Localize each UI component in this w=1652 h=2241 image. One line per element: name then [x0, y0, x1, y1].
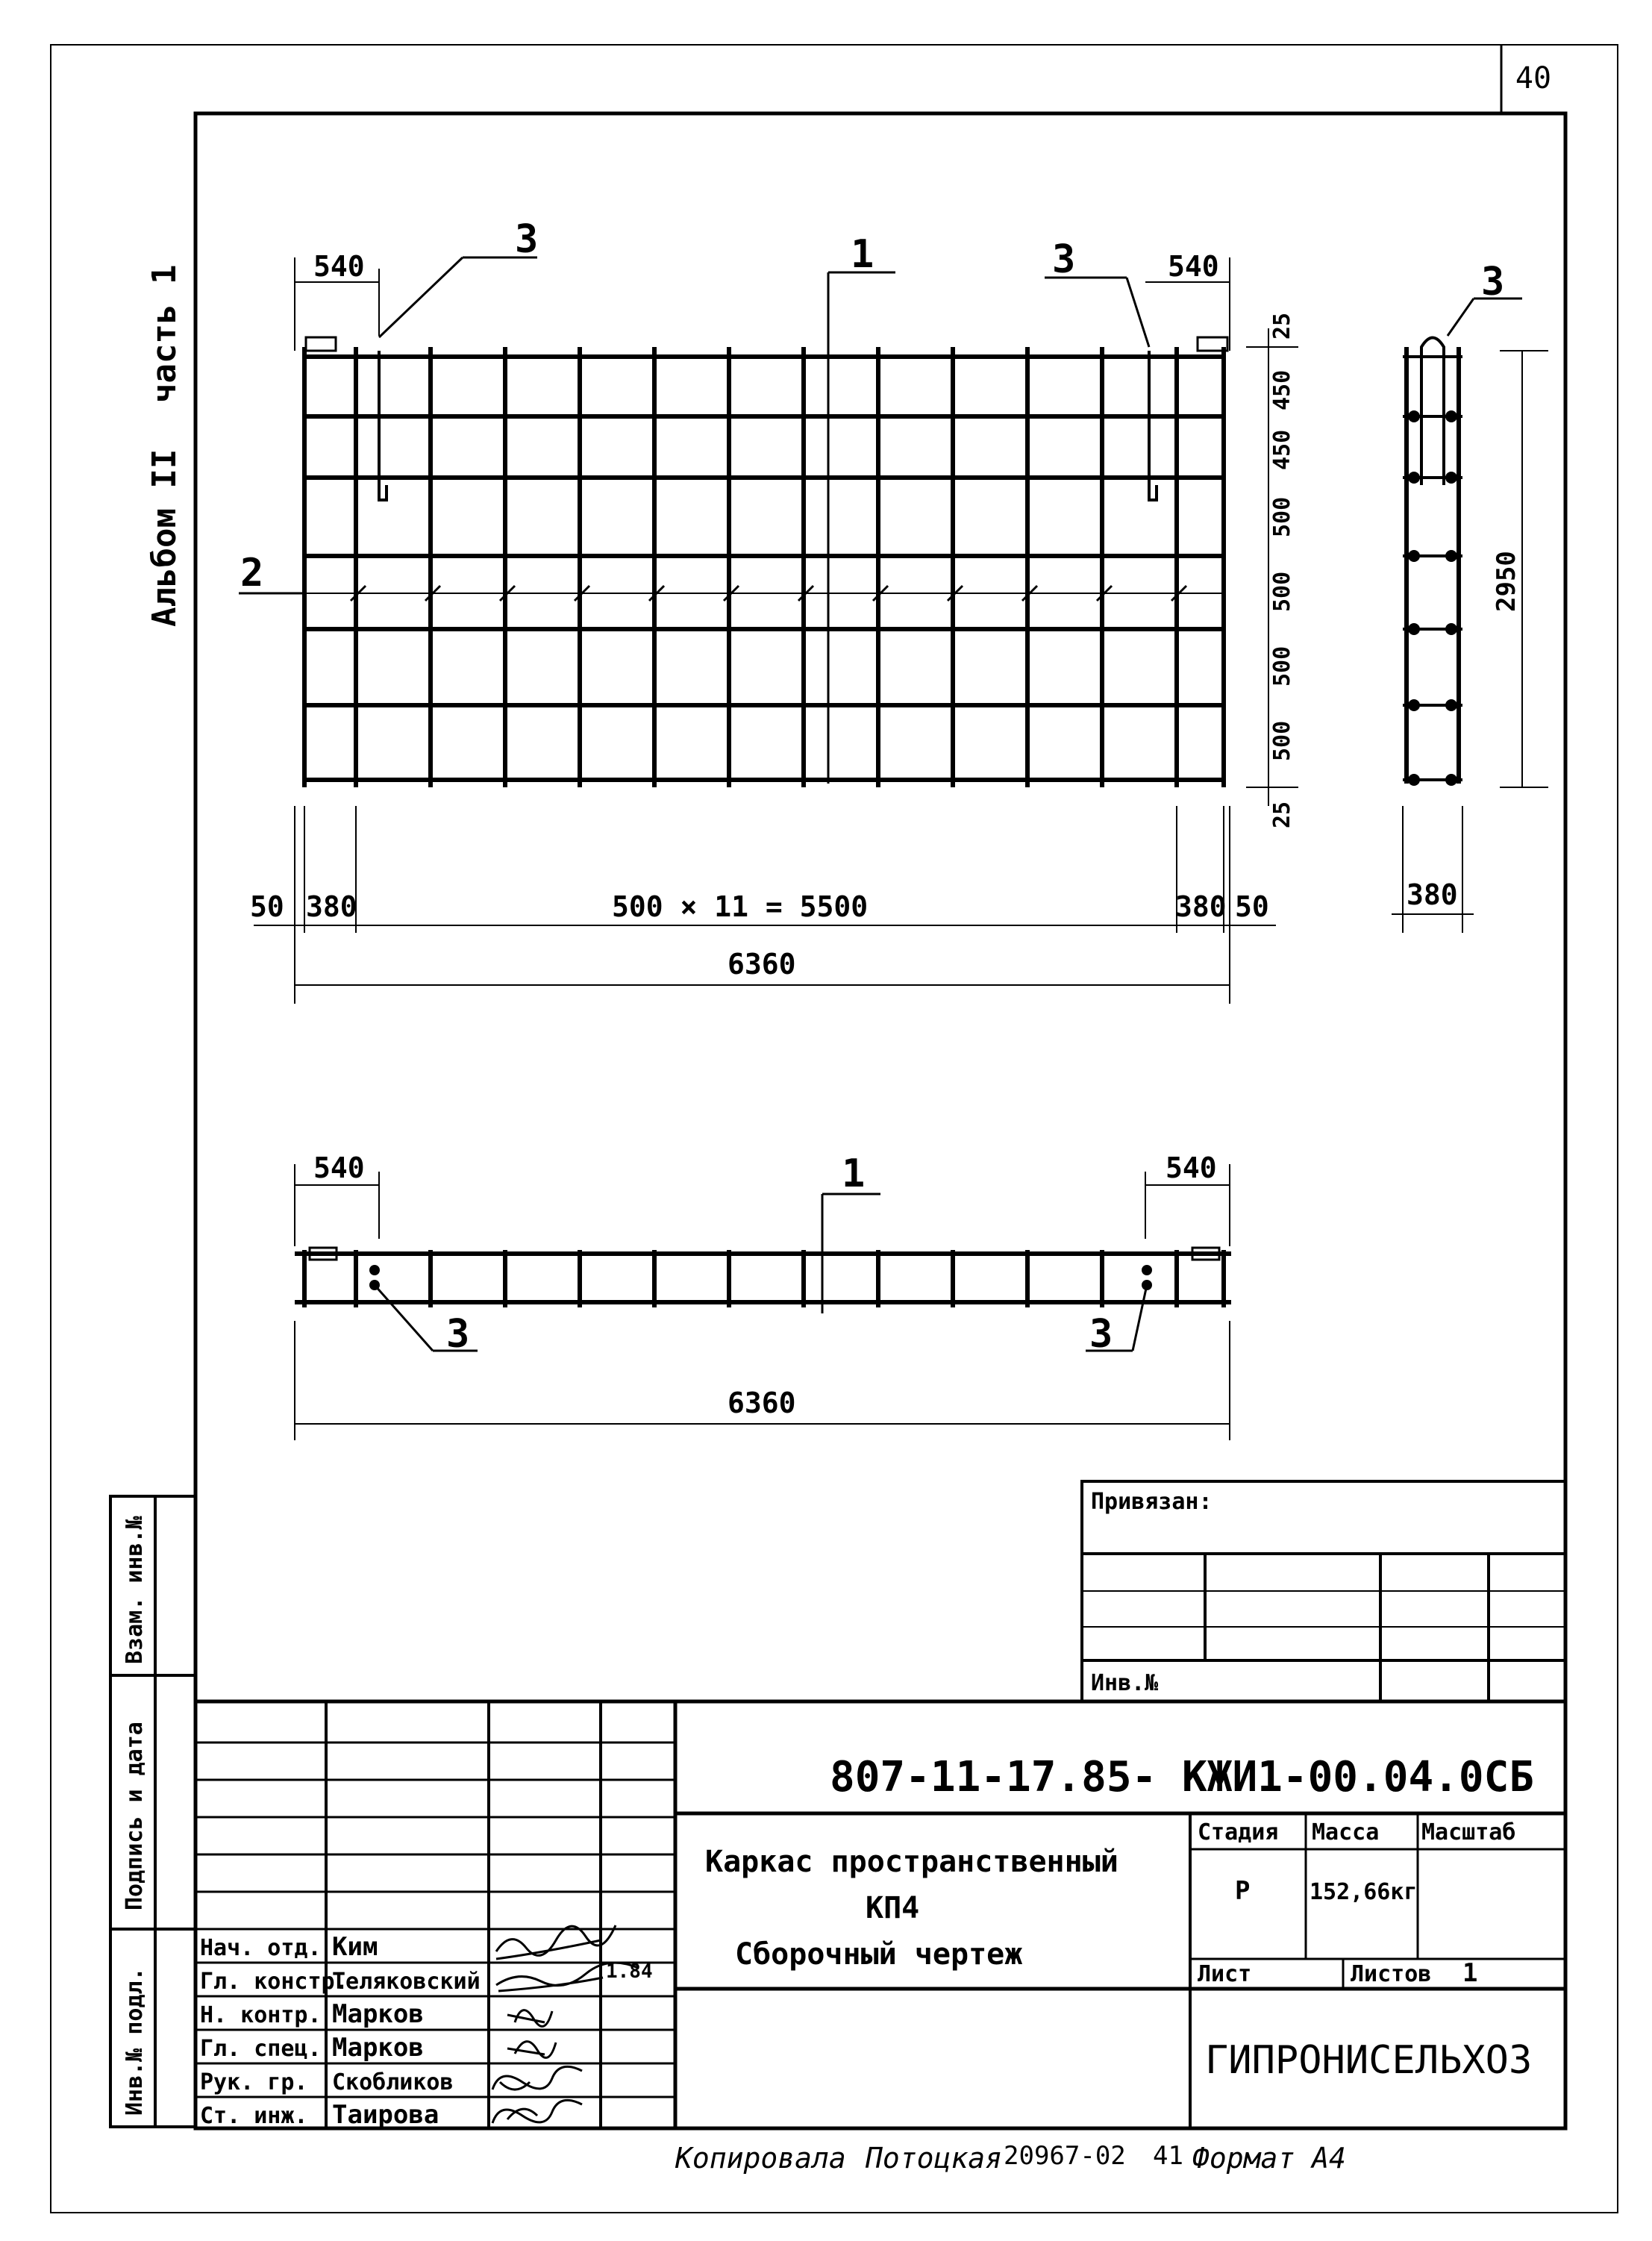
dim-bottom-50-left: 50: [250, 890, 284, 923]
signatures: [492, 1925, 638, 2123]
stage-label: Стадия: [1198, 1819, 1279, 1845]
scale-label: Масштаб: [1421, 1819, 1516, 1845]
margin-sign-date: Подпись и дата: [122, 1722, 148, 1910]
margin-inv-replace: Взам. инв.№: [122, 1516, 148, 1664]
callout-3-front-left: 3: [515, 217, 539, 262]
svg-text:20967-02: 20967-02: [1004, 2141, 1126, 2171]
binding-inv-no: Инв.№: [1091, 1670, 1159, 1696]
side-view: [1392, 299, 1548, 933]
sheet-label: Лист: [1198, 1961, 1252, 1987]
dim-total-plan: 6360: [728, 1387, 796, 1419]
svg-text:500: 500: [1269, 496, 1295, 537]
svg-text:25: 25: [1269, 801, 1295, 828]
callout-1-front: 1: [851, 232, 875, 277]
binding-label: Привязан:: [1091, 1489, 1213, 1515]
dims-right-chain: [1269, 313, 1295, 828]
callout-1-plan: 1: [842, 1151, 866, 1196]
svg-text:500: 500: [1269, 571, 1295, 612]
dim-top-right: 540: [1168, 250, 1219, 283]
callout-2-front: 2: [240, 551, 264, 596]
front-horizontal-rods: [302, 357, 1224, 780]
callout-3-front-right: 3: [1052, 237, 1076, 282]
svg-text:Копировала: Копировала: [675, 2142, 846, 2175]
svg-text:Ким: Ким: [332, 1932, 378, 1962]
mass-label: Масса: [1312, 1819, 1380, 1845]
dim-total-front: 6360: [728, 948, 796, 981]
album-label: Альбом II: [146, 448, 184, 627]
svg-text:Гл. констр.: Гл. констр.: [200, 1969, 348, 1995]
title-line-3: Сборочный чертеж: [735, 1937, 1023, 1972]
dim-bottom-380-left: 380: [306, 890, 357, 923]
callout-3-plan-right: 3: [1089, 1312, 1113, 1357]
svg-text:Теляковский: Теляковский: [332, 1969, 481, 1995]
svg-text:Марков: Марков: [332, 1999, 424, 2029]
stage-value: Р: [1235, 1876, 1251, 1906]
dim-side-height: 2950: [1492, 551, 1521, 612]
dim-bottom-middle: 500 × 11 = 5500: [612, 890, 869, 923]
callout-3-side: 3: [1481, 260, 1505, 304]
svg-text:Скобликов: Скобликов: [332, 2069, 454, 2095]
front-vertical-rods: [304, 347, 1224, 787]
dim-side-width: 380: [1407, 878, 1458, 911]
svg-text:Ст. инж.: Ст. инж.: [200, 2103, 308, 2129]
svg-text:Марков: Марков: [332, 2033, 424, 2063]
svg-text:450: 450: [1269, 369, 1295, 410]
part-label: часть 1: [146, 264, 184, 403]
mass-value: 152,66кг: [1310, 1879, 1418, 1905]
callout-3-plan-left: 3: [446, 1312, 470, 1357]
dim-bottom-380-right: 380: [1175, 890, 1227, 923]
page-number: 40: [1515, 61, 1552, 96]
title-line-1: Каркас пространственный: [705, 1845, 1118, 1879]
title-line-2: КП4: [866, 1891, 920, 1925]
svg-text:500: 500: [1269, 646, 1295, 687]
sheets-value: 1: [1462, 1958, 1478, 1988]
svg-text:500: 500: [1269, 720, 1295, 761]
sign-date: 1.84: [606, 1960, 653, 1983]
dim-top-left: 540: [313, 250, 365, 283]
svg-text:Потоцкая: Потоцкая: [866, 2142, 1003, 2175]
dim-plan-top-right: 540: [1166, 1151, 1217, 1184]
svg-text:Таирова: Таирова: [332, 2100, 439, 2130]
dim-bottom-50-right: 50: [1235, 890, 1269, 923]
organization: ГИПРОНИСЕЛЬХОЗ: [1205, 2038, 1533, 2083]
dim-plan-top-left: 540: [313, 1151, 365, 1184]
svg-text:Рук. гр.: Рук. гр.: [200, 2069, 308, 2095]
footer: [675, 2141, 1346, 2175]
sheets-label: Листов: [1351, 1961, 1432, 1987]
svg-text:Формат А4: Формат А4: [1192, 2142, 1346, 2175]
svg-text:41: 41: [1153, 2141, 1183, 2171]
svg-text:450: 450: [1269, 429, 1295, 470]
svg-text:Нач. отд.: Нач. отд.: [200, 1935, 322, 1961]
doc-code: 807-11-17.85- КЖИ1-00.04.0СБ: [830, 1753, 1535, 1801]
margin-inv-orig: Инв.№ подл.: [122, 1967, 148, 2116]
svg-text:Н. контр.: Н. контр.: [200, 2002, 322, 2028]
svg-text:25: 25: [1269, 312, 1295, 340]
svg-text:Гл. спец.: Гл. спец.: [200, 2036, 322, 2062]
